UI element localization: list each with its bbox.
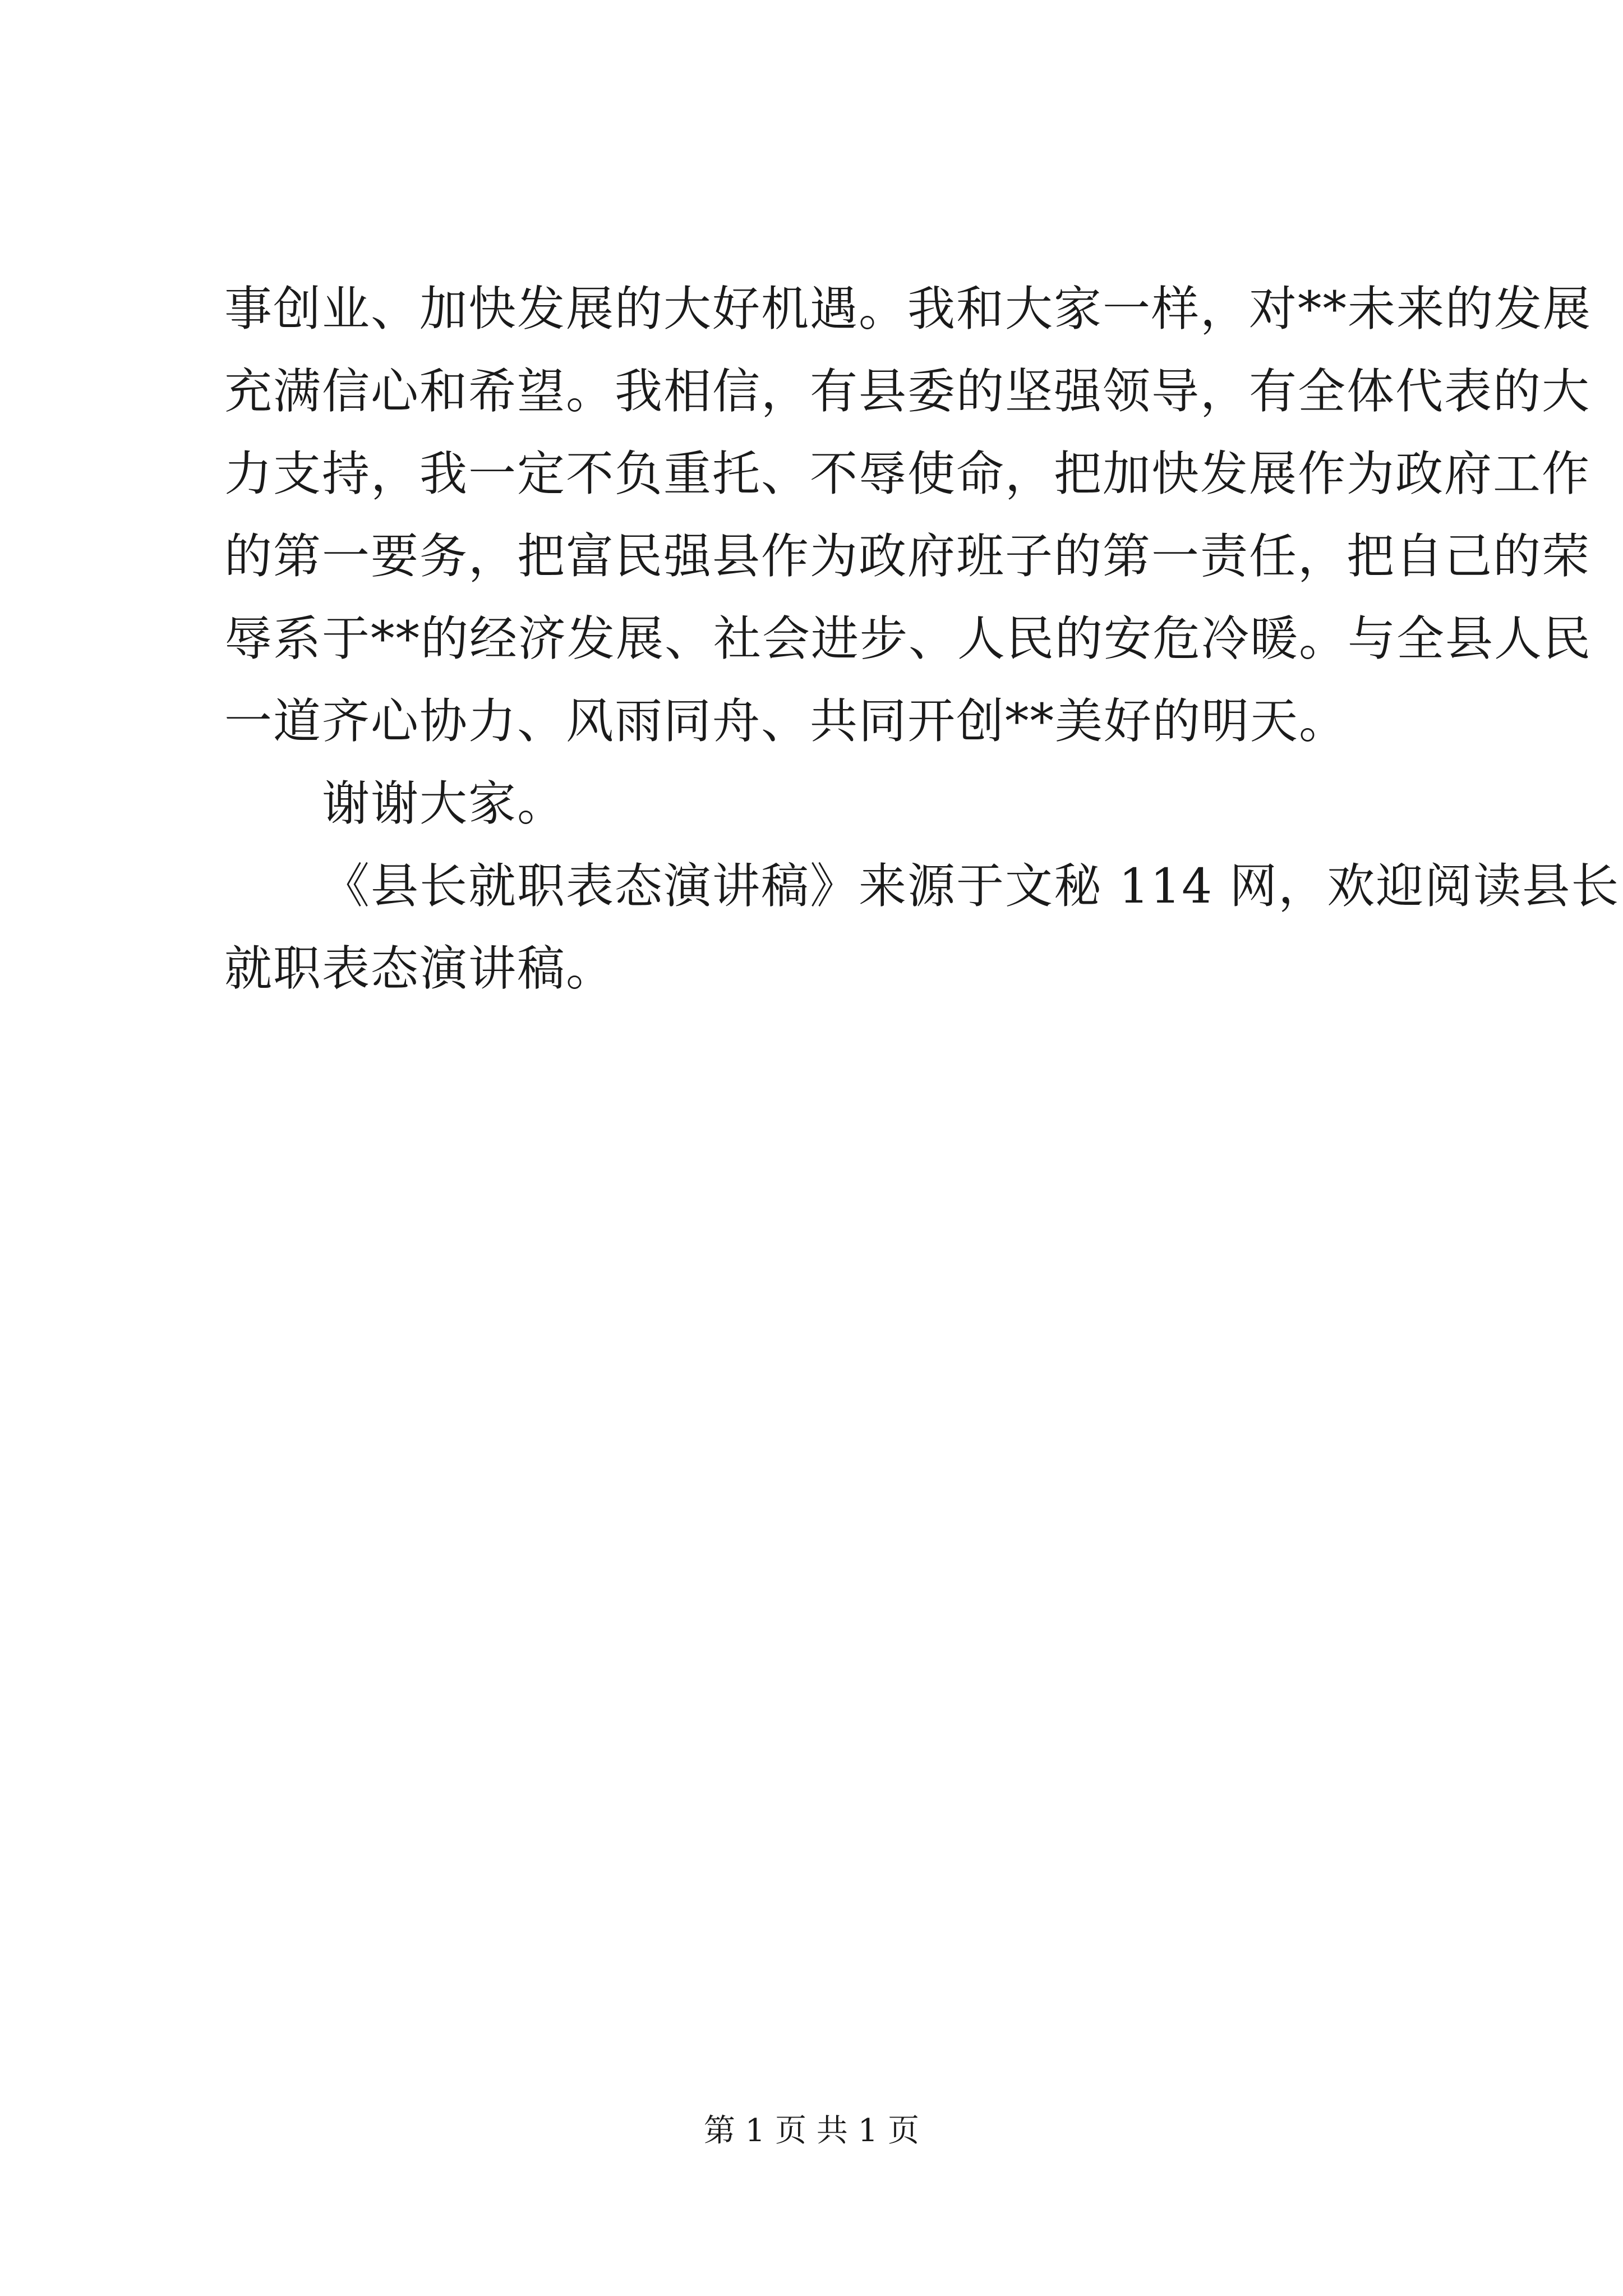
text-line: 一道齐心协力、风雨同舟、共同开创**美好的明天。 [224, 694, 1348, 749]
text-line: 的第一要务，把富民强县作为政府班子的第一责任，把自己的荣 [224, 529, 1591, 585]
text-line: 谢谢大家。 [322, 776, 566, 832]
paragraph-source-note [224, 845, 1620, 1010]
text-line: 《县长就职表态演讲稿》来源于文秘 114 网，欢迎阅读县长 [322, 859, 1620, 914]
paragraph-closing-remarks [224, 268, 1592, 763]
paragraph-thanks [224, 763, 1424, 845]
text-line: 就职表态演讲稿。 [224, 941, 615, 997]
document-body [224, 268, 1620, 1010]
text-line: 辱系于**的经济发展、社会进步、人民的安危冷暖。与全县人民 [224, 611, 1592, 667]
text-line: 充满信心和希望。我相信，有县委的坚强领导，有全体代表的大 [224, 364, 1591, 420]
page-footer: 第 1 页 共 1 页 [703, 2113, 920, 2149]
text-line: 力支持，我一定不负重托、不辱使命，把加快发展作为政府工作 [224, 447, 1591, 502]
text-line: 事创业、加快发展的大好机遇。我和大家一样，对**未来的发展 [224, 282, 1592, 337]
